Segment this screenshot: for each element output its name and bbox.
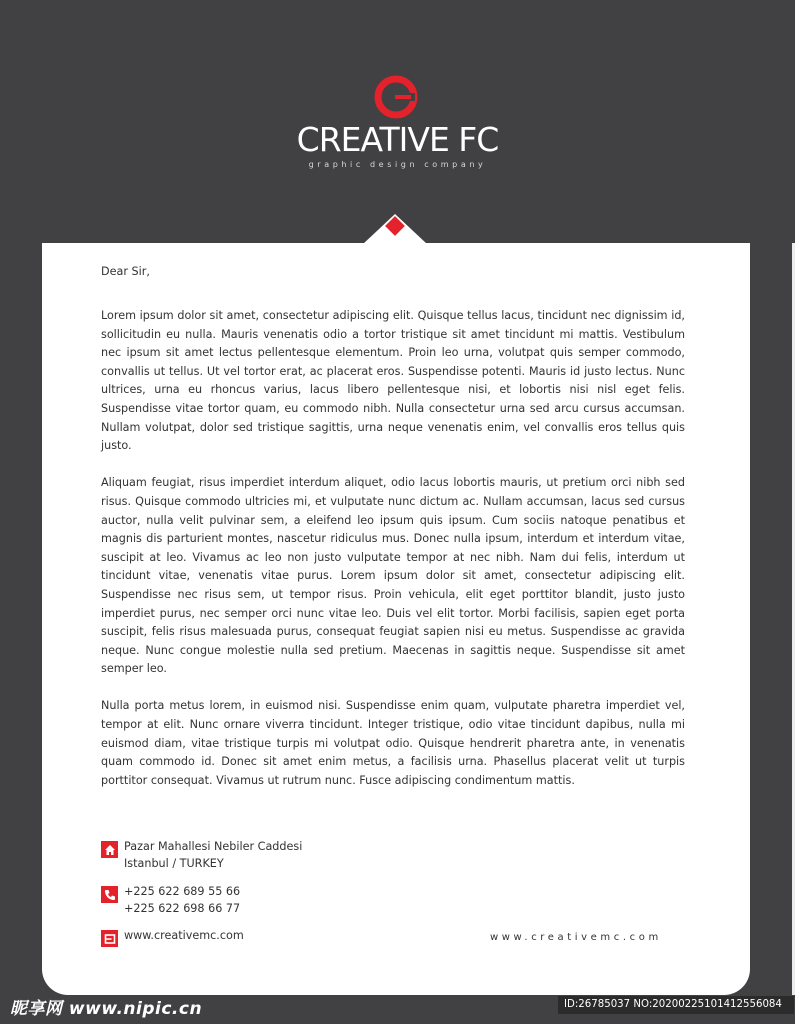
phone-number: +225 622 698 66 77 (124, 902, 241, 915)
contact-web (101, 927, 244, 947)
logo-mark (373, 74, 419, 120)
watermark-text: 昵享网 www.nipic.cn (10, 999, 203, 1019)
salutation: Dear Sir, (101, 265, 150, 278)
contact-phone (101, 883, 240, 917)
letterhead-header (0, 0, 795, 245)
brand-name: CREATIVE FC (296, 120, 499, 159)
address-line: Istanbul / TURKEY (124, 857, 224, 870)
phone-number: +225 622 689 55 66 (124, 885, 241, 898)
web-icon (101, 930, 118, 947)
contact-address (101, 838, 302, 872)
phone-icon (101, 886, 118, 903)
address-line: Pazar Mahallesi Nebiler Caddesi (124, 840, 303, 853)
watermark-id: ID:26785037 NO:20200225101412556084 (558, 996, 794, 1014)
paragraph: Lorem ipsum dolor sit amet, consectetur adipiscing elit. Quisque tellus lacus, tincidunt nec dignissim id, sollicitudin eu nulla. Mauris venenatis odio a tortor tristique sit amet tincidunt mi mattis. Vestibulum nec ipsum sit amet lectus pellentesque elementum. Proin leo urna, volutpat quis semper commodo, convallis ut tellus. Ut vel tortor erat, ac placerat eros. Suspendisse potenti. Mauris id justo lectus. Nunc ultrices, urna eu rhoncus varius, lacus libero pellentesque nisi, et lobortis nisi nisl eget felis. Suspendisse vitae tortor quam, eu commodo nibh. Nulla consectetur urna sed arcu cursus accumsan. Nullam volutpat, dolor sed tristique sagittis, urna neque venenatis enim, vel convallis eros tellus quis justo. (101, 309, 685, 453)
letter-body (101, 307, 685, 809)
paragraph: Nulla porta metus lorem, in euismod nisi. Suspendisse enim quam, vulputate pharetra imperdiet vel, tempor at elit. Nunc ornare viverra tincidunt. Integer tristique, odio vitae tincidunt dapibus, nulla mi euismod diam, vitae tristique turpis mi volutpat odio. Quisque hendrerit pharetra ante, in venenatis quam commodo id. Donec sit amet enim metus, a facilisis urna. Phasellus placerat velit ut turpis porttitor consequat. Vivamus ut rutrum nunc. Fusce adipiscing condimentum mattis. (101, 699, 685, 787)
website-link[interactable]: www.creativemc.com (124, 929, 244, 942)
home-icon (101, 841, 118, 858)
brand-tagline: graphic design company (308, 160, 487, 169)
paragraph: Aliquam feugiat, risus imperdiet interdum aliquet, odio lacus lobortis mauris, ut pretium orci nibh sed risus. Quisque commodo ultricies mi, et vulputate nunc dictum ac. Nullam accumsan, lacus sed cursus auctor, nulla velit pulvinar sem, a eleifend leo ipsum quis ipsum. Cum sociis natoque penatibus et magnis dis parturient montes, nascetur ridiculus mus. Donec nulla ipsum, interdum et interdum vitae, suscipit at leo. Vivamus ac leo non justo vulputate tempor at nec nibh. Nam dui felis, interdum ut tincidunt vitae, venenatis vitae purus. Lorem ipsum dolor sit amet, consectetur adipiscing elit. Suspendisse nec risus sem, ut tempor risus. Proin vehicula, elit eget porttitor blandit, justo justo imperdiet purus, nec semper orci nunc vitae leo. Duis vel elit tortor. Morbi facilisis, sapien eget porta suscipit, felis risus malesuada purus, consequat feugiat sapien nisi eu metus. Suspendisse ac gravida neque. Nunc congue molestie nulla sed pretium. Maecenas in sagittis neque. Suspendisse sit amet semper leo. (101, 476, 685, 676)
footer-url[interactable]: www.creativemc.com (490, 932, 662, 943)
